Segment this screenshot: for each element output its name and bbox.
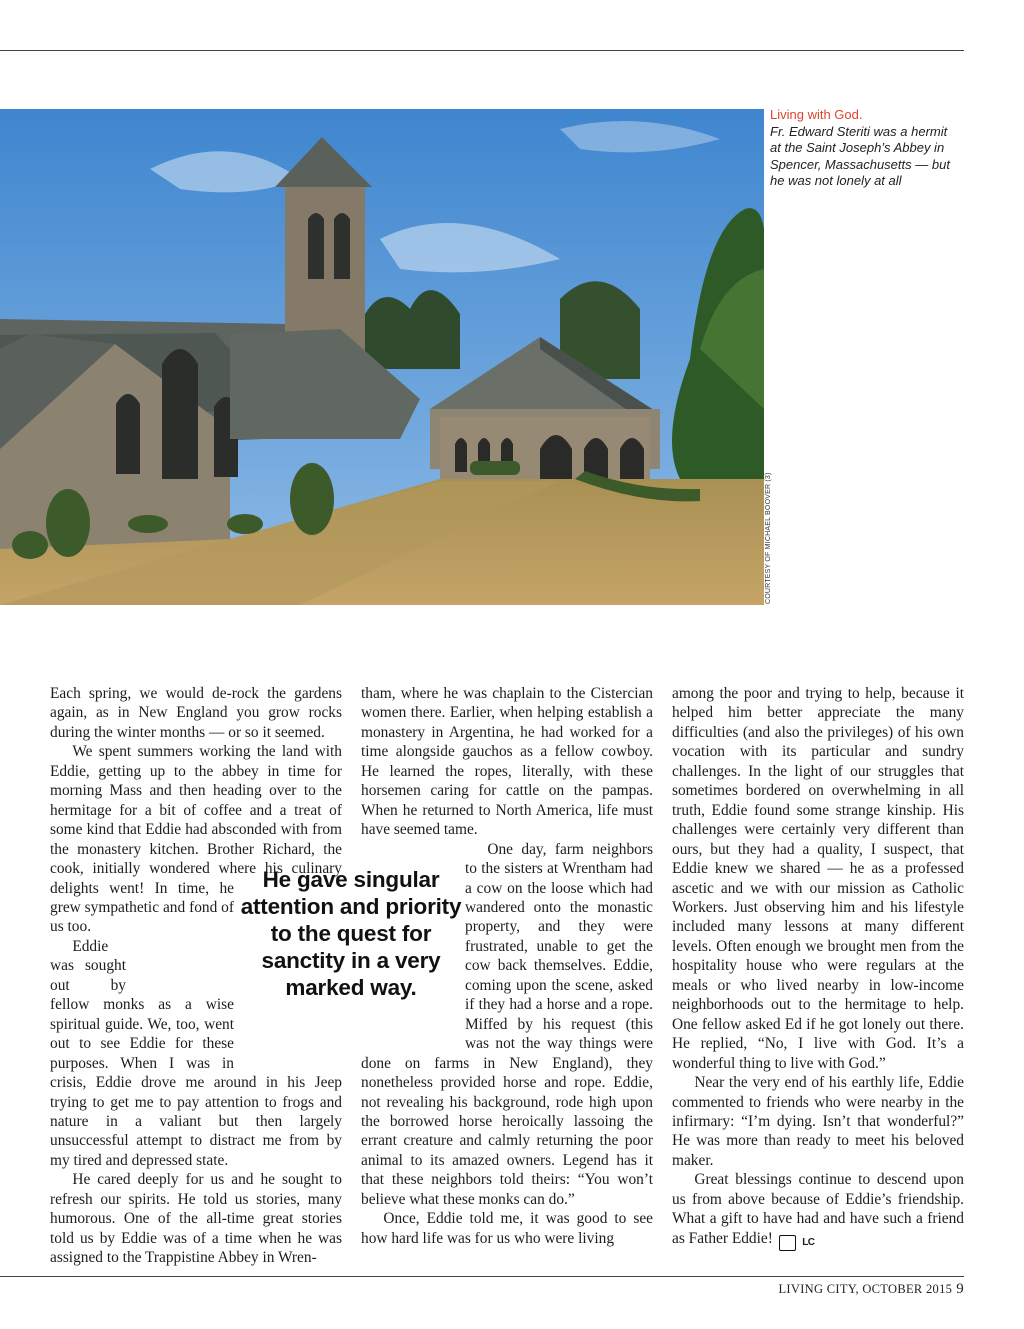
caption-body: Fr. Edward Steriti was a hermit at the Saint Joseph’s Abbey in Spencer, Massachusetts — but he was not lonely at all <box>770 123 950 188</box>
lc-end-mark-icon: LC <box>779 1235 796 1251</box>
paragraph-text: Eddie was sought out by fellow monks as a wise spiritual guide. We, too, went out to see Eddie for these purposes. When I was in crisis, Eddie drove me around in his Jeep trying to get me to pay attention to frogs and nature in a valiant but then largely unsuccessful attempt to distract me from by my tired and depressed state. <box>50 937 342 1169</box>
paragraph: Near the very end of his earthly life, Eddie commented to friends who were nearby in the infirmary: “I’m dying. Isn’t that wonderful?” He was more than ready to meet his beloved maker. <box>672 1074 964 1169</box>
publication-name: LIVING CITY, OCTOBER 2015 <box>778 1282 953 1296</box>
bottom-rule <box>0 1276 964 1277</box>
photo-credit: COURTESY OF MICHAEL BOOVER (3) <box>765 472 772 604</box>
page-footer <box>778 1281 964 1298</box>
paragraph-text: We spent summers working the land with Eddie, getting up to the abbey in time for morning Mass and then heading over to the hermitage for a bit of coffee and a treat of some kind that Eddie had absconded with from the monastery kitchen. Brother Richard, the cook, initially wondered where his culinary delights went! In time, he grew sympathetic and fond of us too. <box>50 743 342 936</box>
pullquote-wrap <box>126 937 234 985</box>
page-number: 9 <box>956 1281 964 1297</box>
paragraph <box>672 1170 964 1250</box>
caption-title: Living with God. <box>770 107 863 122</box>
paragraph-text: One day, farm neighbors to the sisters at Wrentham had a cow on the loose which had wandered onto the monastic property, and they were frustrated, unable to get the cow back themselves. Eddie, coming upon the scene, asked if they had a horse and a rope. Miffed by his request (this was not the way things were done on farms in New England), they nonetheless provided horse and rope. Eddie, not revealing his background, rode high upon the borrowed horse heroically lassoing the errant creature and calmly returning the poor animal to its amazed owners. Legend has it that these neighbors told theirs: “You won’t believe what these monks can do.” <box>361 840 653 1208</box>
article-column-3 <box>672 684 964 1251</box>
photo-caption <box>770 107 960 190</box>
paragraph: among the poor and trying to help, because it helped him better appreciate the many difficulties (and also the privileges) of his own vocation with its particular and sundry challenges. In the light of our struggles that sometimes bordered on overwhelming in all truth, Eddie found some strange kinship. His challenges were certainly very different than ours, but they had a quality, I suspect, that Eddie knew we shared — he as a professed ascetic and we with our mission as Catholic Workers. Just observing him and his lifestyle included many lessons at many different levels. Often enough we brought men from the hospitality house who were regulars at the meals or who lived nearby in low-income neighborhoods out to the hermitage to help. One fellow asked Ed if he got lonely out there. He replied, “No, I live with God. It’s a wonderful thing to live with God.” <box>672 685 964 1072</box>
pull-quote: He gave singular attention and priority to the quest for sanctity in a very marked way. <box>240 867 462 1000</box>
paragraph-text: Great blessings continue to descend upon us from above because of Eddie’s friendship. What a gift to have had and have such a friend as Father Eddie! <box>672 1171 964 1247</box>
top-rule <box>0 50 964 51</box>
paragraph: Each spring, we would de-rock the gardens again, as in New England you grow rocks during the winter months — or so it seemed. <box>50 685 342 741</box>
paragraph: Once, Eddie told me, it was good to see how hard life was for us who were living <box>361 1210 653 1247</box>
paragraph: tham, where he was chaplain to the Cistercian women there. Earlier, when helping establish a monastery in Argentina, he had worked for a time alongside gauchos as a fellow cowboy. He learned the ropes, literally, with these horsemen caring for cattle on the pampas. When he returned to North America, life must have seemed tame. <box>361 685 653 839</box>
abbey-photo <box>0 109 764 605</box>
paragraph: He cared deeply for us and he sought to refresh our spirits. He told us stories, many humorous. One of the all-time great stories told us by Eddie was of a time when he was assigned to the Trappistine Abbey in Wren- <box>50 1171 342 1267</box>
abbey-illustration <box>0 109 764 605</box>
